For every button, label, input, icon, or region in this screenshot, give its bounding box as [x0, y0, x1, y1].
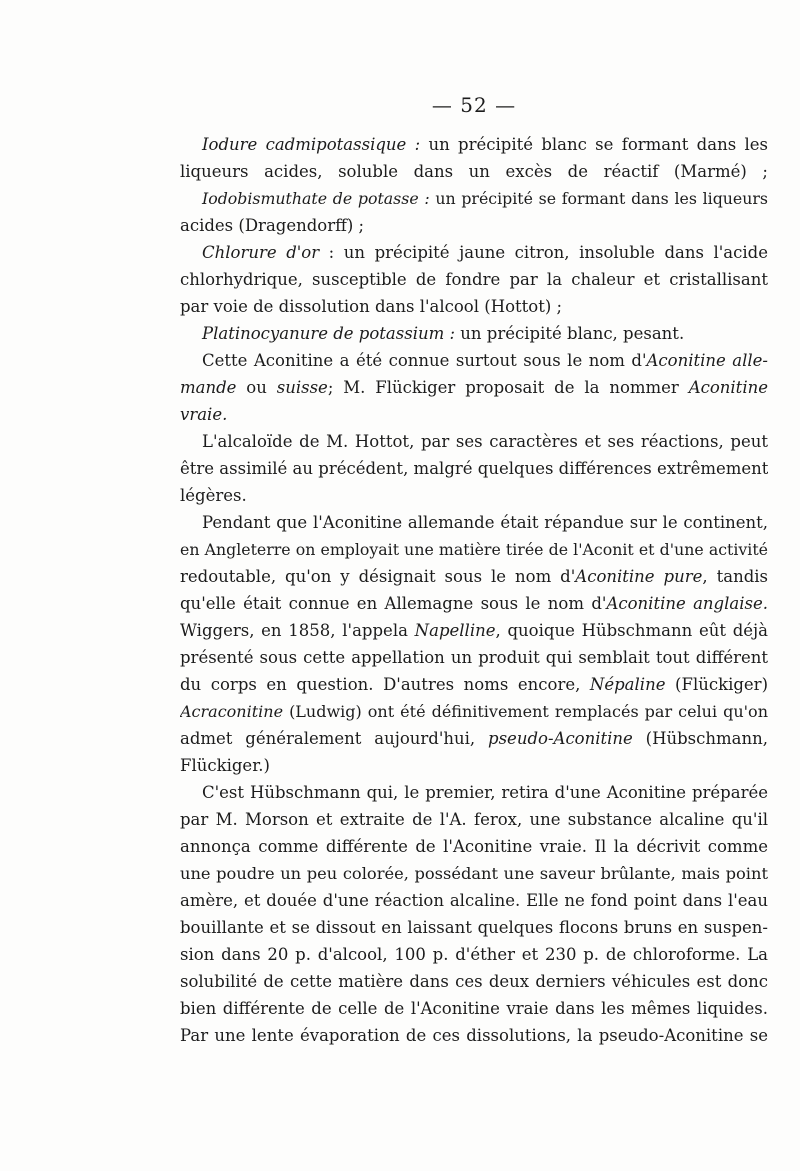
text-segment: chlorhydrique, susceptible de fondre par la chaleur et cristallisant	[180, 270, 768, 289]
text-line	[180, 293, 768, 320]
italic-term: Platinocyanure de potassium :	[202, 324, 456, 343]
text-line	[180, 482, 768, 509]
text-line	[180, 860, 768, 887]
italic-term: Chlorure d'or	[202, 243, 320, 262]
text-segment: Cette Aconitine a été connue surtout sous le nom d'	[202, 351, 647, 370]
text-segment: : un précipité jaune citron, insoluble dans l'acide	[319, 243, 768, 262]
text-line	[180, 455, 768, 482]
text-line	[180, 1022, 768, 1049]
italic-term: Acraconitine	[180, 702, 284, 721]
italic-term: Népaline	[589, 675, 666, 694]
text-line	[180, 158, 768, 185]
text-line	[180, 401, 768, 428]
text-line	[180, 725, 768, 752]
text-line	[180, 752, 768, 779]
text-line	[180, 698, 768, 725]
text-segment: admet généralement aujourd'hui,	[180, 729, 489, 748]
italic-term: Aconitine anglaise.	[606, 594, 768, 613]
text-line	[180, 185, 768, 212]
text-segment: un précipité blanc se formant dans les	[420, 135, 768, 154]
italic-term: pseudo-Aconitine	[488, 729, 633, 748]
text-segment: liqueurs acides, soluble dans un excès de réactif (Marmé) ;	[180, 162, 768, 181]
text-segment: (Hübschmann,	[632, 729, 768, 748]
italic-term: Aconitine pure	[575, 567, 703, 586]
text-segment: par voie de dissolution dans l'alcool (Hottot) ;	[180, 297, 563, 316]
text-segment: bien différente de celle de l'Aconitine vraie dans les mêmes liquides.	[180, 999, 768, 1018]
text-line	[180, 590, 768, 617]
text-segment: du corps en question. D'autres noms encore,	[180, 675, 590, 694]
italic-term: Aconitine	[688, 378, 768, 397]
text-line	[180, 428, 768, 455]
text-line	[180, 995, 768, 1022]
text-line	[180, 806, 768, 833]
text-line	[180, 779, 768, 806]
text-segment: qu'elle était connue en Allemagne sous le nom d'	[180, 594, 607, 613]
text-segment: bouillante et se dissout en laissant quelques flocons bruns en suspen-	[180, 918, 768, 937]
text-line	[180, 671, 768, 698]
text-segment: sion dans 20 p. d'alcool, 100 p. d'éther et 230 p. de chloroforme. La	[180, 945, 768, 964]
text-line	[180, 509, 768, 536]
text-line	[180, 968, 768, 995]
text-segment: redoutable, qu'on y désignait sous le nom d'	[180, 567, 576, 586]
text-line	[180, 833, 768, 860]
italic-term: mande	[180, 378, 237, 397]
text-line	[180, 266, 768, 293]
text-segment: ; M. Flückiger proposait de la nommer	[327, 378, 689, 397]
text-segment: (Flückiger)	[665, 675, 768, 694]
text-segment: Flückiger.)	[180, 756, 270, 775]
italic-term: vraie.	[180, 405, 228, 424]
text-line	[180, 347, 768, 374]
text-segment: Par une lente évaporation de ces dissolutions, la pseudo-Aconitine se	[180, 1026, 768, 1045]
text-line	[180, 644, 768, 671]
text-segment: une poudre un peu colorée, possédant une saveur brûlante, mais point	[180, 864, 768, 883]
text-segment: annonça comme différente de l'Aconitine vraie. Il la décrivit comme	[180, 837, 768, 856]
text-segment: être assimilé au précédent, malgré quelques différences extrêmement	[180, 459, 768, 478]
text-line	[180, 536, 768, 563]
italic-term: Aconitine alle-	[646, 351, 768, 370]
text-segment: un précipité blanc, pesant.	[455, 324, 685, 343]
italic-term: Iodure cadmipotassique :	[202, 135, 421, 154]
italic-term: suisse	[276, 378, 328, 397]
text-segment: solubilité de cette matière dans ces deux derniers véhicules est donc	[180, 972, 768, 991]
text-line	[180, 887, 768, 914]
text-segment: acides (Dragendorff) ;	[180, 216, 365, 235]
text-segment: ou	[236, 378, 277, 397]
text-segment: Pendant que l'Aconitine allemande était répandue sur le continent,	[202, 513, 768, 532]
text-segment: (Ludwig) ont été définitivement remplacés par celui qu'on	[283, 702, 768, 721]
text-segment: , tandis	[702, 567, 768, 586]
text-segment: amère, et douée d'une réaction alcaline. Elle ne fond point dans l'eau	[180, 891, 768, 910]
text-segment: en Angleterre on employait une matière tirée de l'Aconit et d'une activité	[180, 540, 768, 559]
text-segment: C'est Hübschmann qui, le premier, retira d'une Aconitine préparée	[202, 783, 768, 802]
italic-term: Iodobismuthate de potasse :	[202, 189, 430, 208]
text-line	[180, 131, 768, 158]
text-line	[180, 374, 768, 401]
text-line	[180, 239, 768, 266]
text-line	[180, 563, 768, 590]
text-segment: , quoique Hübschmann eût déjà	[495, 621, 768, 640]
page-number: — 52 —	[431, 93, 517, 117]
text-segment: légères.	[180, 486, 247, 505]
text-line	[180, 941, 768, 968]
text-line	[180, 914, 768, 941]
italic-term: Napelline	[414, 621, 496, 640]
text-segment: un précipité se formant dans les liqueurs	[429, 189, 768, 208]
text-segment: Wiggers, en 1858, l'appela	[180, 621, 415, 640]
text-line	[180, 212, 768, 239]
text-segment: par M. Morson et extraite de l'A. ferox, une substance alcaline qu'il	[180, 810, 768, 829]
text-segment: L'alcaloïde de M. Hottot, par ses caractères et ses réactions, peut	[202, 432, 768, 451]
text-line	[180, 617, 768, 644]
text-segment: présenté sous cette appellation un produit qui semblait tout différent	[180, 648, 768, 667]
body-text	[180, 131, 768, 1049]
text-line	[180, 320, 768, 347]
